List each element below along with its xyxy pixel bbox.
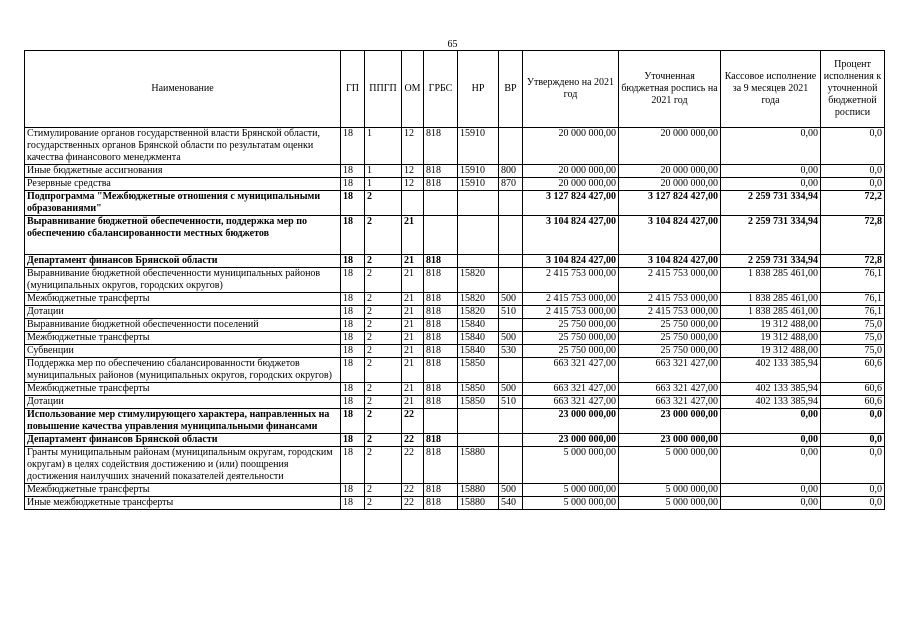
header-vr: ВР [499,51,523,128]
cell-refined: 23 000 000,00 [619,409,721,434]
cell-vr [499,191,523,216]
cell-grbs: 818 [424,293,458,306]
cell-percent: 0,0 [821,178,885,191]
cell-grbs: 818 [424,358,458,383]
cell-approved: 663 321 427,00 [523,383,619,396]
cell-ppgp: 2 [365,434,402,447]
cell-percent: 0,0 [821,497,885,510]
cell-om: 21 [402,293,424,306]
cell-grbs: 818 [424,484,458,497]
cell-cash: 0,00 [721,434,821,447]
table-row [25,319,885,332]
cell-gp: 18 [341,434,365,447]
cell-percent: 0,0 [821,484,885,497]
cell-vr: 500 [499,332,523,345]
header-gp: ГП [341,51,365,128]
cell-approved: 3 104 824 427,00 [523,255,619,268]
cell-np: 15880 [458,484,499,497]
cell-refined: 20 000 000,00 [619,128,721,165]
cell-refined: 663 321 427,00 [619,358,721,383]
cell-name: Межбюджетные трансферты [25,293,341,306]
cell-np: 15910 [458,178,499,191]
cell-refined: 25 750 000,00 [619,319,721,332]
cell-refined: 3 104 824 427,00 [619,255,721,268]
cell-name: Департамент финансов Брянской области [25,255,341,268]
cell-om: 21 [402,358,424,383]
cell-gp: 18 [341,293,365,306]
cell-vr: 500 [499,293,523,306]
cell-vr [499,319,523,332]
cell-name: Департамент финансов Брянской области [25,434,341,447]
cell-np: 15840 [458,319,499,332]
cell-ppgp: 2 [365,484,402,497]
cell-name: Выравнивание бюджетной обеспеченности, поддержка мер по обеспечению сбалансированности местных бюджетов [25,216,341,255]
header-cash: Кассовое исполнение за 9 месяцев 2021 года [721,51,821,128]
cell-refined: 25 750 000,00 [619,345,721,358]
cell-percent: 0,0 [821,434,885,447]
cell-ppgp: 2 [365,216,402,255]
cell-percent: 76,1 [821,268,885,293]
header-approved: Утверждено на 2021 год [523,51,619,128]
cell-om: 21 [402,255,424,268]
cell-vr [499,255,523,268]
header-grbs: ГРБС [424,51,458,128]
cell-percent: 60,6 [821,383,885,396]
table-row [25,128,885,165]
cell-approved: 3 127 824 427,00 [523,191,619,216]
cell-approved: 2 415 753 000,00 [523,306,619,319]
cell-ppgp: 2 [365,497,402,510]
cell-grbs [424,191,458,216]
cell-approved: 23 000 000,00 [523,409,619,434]
cell-gp: 18 [341,128,365,165]
table-row [25,383,885,396]
cell-cash: 402 133 385,94 [721,358,821,383]
cell-name: Гранты муниципальным районам (муниципальным округам, городским округам) в целях содействия достижению и (или) поощрения достижения наилучших значений показателей деятельности [25,447,341,484]
cell-percent: 76,1 [821,293,885,306]
cell-gp: 18 [341,358,365,383]
cell-approved: 25 750 000,00 [523,345,619,358]
cell-vr [499,128,523,165]
table-row [25,358,885,383]
cell-grbs: 818 [424,165,458,178]
cell-grbs: 818 [424,178,458,191]
cell-approved: 5 000 000,00 [523,484,619,497]
cell-cash: 0,00 [721,128,821,165]
table-row [25,255,885,268]
cell-gp: 18 [341,319,365,332]
table-row [25,497,885,510]
cell-np [458,409,499,434]
cell-ppgp: 2 [365,191,402,216]
cell-np: 15910 [458,165,499,178]
cell-gp: 18 [341,332,365,345]
cell-gp: 18 [341,165,365,178]
cell-ppgp: 2 [365,396,402,409]
cell-ppgp: 2 [365,358,402,383]
cell-grbs: 818 [424,447,458,484]
cell-gp: 18 [341,345,365,358]
cell-refined: 23 000 000,00 [619,434,721,447]
cell-vr [499,447,523,484]
cell-approved: 5 000 000,00 [523,497,619,510]
cell-np: 15850 [458,396,499,409]
cell-cash: 0,00 [721,178,821,191]
cell-approved: 25 750 000,00 [523,319,619,332]
cell-percent: 75,0 [821,319,885,332]
cell-grbs: 818 [424,255,458,268]
cell-ppgp: 2 [365,409,402,434]
cell-vr [499,434,523,447]
cell-gp: 18 [341,268,365,293]
cell-name: Выравнивание бюджетной обеспеченности поселений [25,319,341,332]
cell-cash: 402 133 385,94 [721,383,821,396]
cell-np: 15820 [458,268,499,293]
cell-percent: 75,0 [821,345,885,358]
cell-approved: 663 321 427,00 [523,396,619,409]
cell-percent: 72,8 [821,216,885,255]
cell-cash: 0,00 [721,447,821,484]
cell-cash: 1 838 285 461,00 [721,306,821,319]
cell-om: 21 [402,268,424,293]
cell-ppgp: 2 [365,255,402,268]
cell-gp: 18 [341,255,365,268]
cell-grbs: 818 [424,383,458,396]
cell-ppgp: 2 [365,345,402,358]
cell-vr [499,216,523,255]
cell-om: 21 [402,216,424,255]
cell-grbs: 818 [424,306,458,319]
cell-percent: 0,0 [821,128,885,165]
cell-refined: 5 000 000,00 [619,447,721,484]
header-name: Наименование [25,51,341,128]
cell-gp: 18 [341,409,365,434]
table-row [25,447,885,484]
cell-om: 22 [402,409,424,434]
cell-percent: 0,0 [821,447,885,484]
cell-refined: 2 415 753 000,00 [619,293,721,306]
cell-ppgp: 2 [365,268,402,293]
table-row [25,345,885,358]
table-row [25,306,885,319]
cell-np: 15820 [458,293,499,306]
cell-om: 21 [402,345,424,358]
table-row [25,396,885,409]
cell-om: 12 [402,165,424,178]
budget-table [24,50,885,510]
cell-name: Поддержка мер по обеспечению сбалансированности бюджетов муниципальных районов (муниципальных округов, городских округов) [25,358,341,383]
cell-approved: 3 104 824 427,00 [523,216,619,255]
table-row [25,268,885,293]
table-row [25,216,885,255]
table-row [25,165,885,178]
cell-refined: 20 000 000,00 [619,165,721,178]
header-om: ОМ [402,51,424,128]
cell-refined: 3 127 824 427,00 [619,191,721,216]
cell-np: 15850 [458,383,499,396]
cell-ppgp: 2 [365,447,402,484]
cell-gp: 18 [341,497,365,510]
header-np: НР [458,51,499,128]
cell-name: Стимулирование органов государственной власти Брянской области, государственных органов Брянской области по результатам оценки качества финансового менеджмента [25,128,341,165]
cell-refined: 2 415 753 000,00 [619,306,721,319]
cell-ppgp: 1 [365,128,402,165]
cell-ppgp: 2 [365,306,402,319]
cell-vr [499,358,523,383]
cell-refined: 3 104 824 427,00 [619,216,721,255]
cell-grbs [424,409,458,434]
cell-np: 15840 [458,345,499,358]
cell-ppgp: 2 [365,319,402,332]
cell-approved: 2 415 753 000,00 [523,268,619,293]
cell-np: 15910 [458,128,499,165]
table-row [25,293,885,306]
cell-gp: 18 [341,178,365,191]
cell-ppgp: 1 [365,165,402,178]
cell-refined: 663 321 427,00 [619,383,721,396]
cell-gp: 18 [341,383,365,396]
table-row [25,484,885,497]
cell-name: Выравнивание бюджетной обеспеченности муниципальных районов (муниципальных округов, городских округов) [25,268,341,293]
cell-om: 22 [402,484,424,497]
cell-grbs [424,216,458,255]
cell-name: Иные межбюджетные трансферты [25,497,341,510]
cell-ppgp: 2 [365,332,402,345]
cell-om: 12 [402,128,424,165]
cell-percent: 72,2 [821,191,885,216]
cell-name: Резервные средства [25,178,341,191]
cell-name: Использование мер стимулирующего характера, направленных на повышение качества управления муниципальными финансами [25,409,341,434]
cell-vr [499,409,523,434]
cell-ppgp: 2 [365,383,402,396]
cell-om: 21 [402,332,424,345]
cell-ppgp: 2 [365,293,402,306]
cell-vr: 540 [499,497,523,510]
header-ppgp: ППГП [365,51,402,128]
cell-percent: 76,1 [821,306,885,319]
cell-np: 15840 [458,332,499,345]
cell-grbs: 818 [424,497,458,510]
cell-om: 21 [402,383,424,396]
cell-percent: 75,0 [821,332,885,345]
cell-vr: 510 [499,396,523,409]
cell-refined: 5 000 000,00 [619,497,721,510]
cell-name: Подпрограмма "Межбюджетные отношения с муниципальными образованиями" [25,191,341,216]
cell-om: 22 [402,497,424,510]
cell-cash: 1 838 285 461,00 [721,293,821,306]
cell-gp: 18 [341,191,365,216]
cell-cash: 402 133 385,94 [721,396,821,409]
cell-name: Дотации [25,306,341,319]
table-row [25,191,885,216]
cell-refined: 25 750 000,00 [619,332,721,345]
cell-approved: 20 000 000,00 [523,178,619,191]
cell-percent: 72,8 [821,255,885,268]
cell-cash: 0,00 [721,484,821,497]
cell-approved: 2 415 753 000,00 [523,293,619,306]
cell-vr: 510 [499,306,523,319]
cell-refined: 663 321 427,00 [619,396,721,409]
cell-approved: 23 000 000,00 [523,434,619,447]
cell-grbs: 818 [424,396,458,409]
cell-name: Межбюджетные трансферты [25,383,341,396]
cell-om: 22 [402,434,424,447]
cell-refined: 2 415 753 000,00 [619,268,721,293]
cell-name: Межбюджетные трансферты [25,332,341,345]
cell-np [458,191,499,216]
cell-percent: 60,6 [821,396,885,409]
cell-cash: 2 259 731 334,94 [721,216,821,255]
cell-grbs: 818 [424,128,458,165]
cell-percent: 60,6 [821,358,885,383]
cell-approved: 20 000 000,00 [523,128,619,165]
cell-np [458,216,499,255]
cell-refined: 20 000 000,00 [619,178,721,191]
cell-gp: 18 [341,447,365,484]
table-body [25,128,885,510]
cell-cash: 0,00 [721,165,821,178]
cell-cash: 2 259 731 334,94 [721,255,821,268]
cell-cash: 19 312 488,00 [721,319,821,332]
cell-cash: 19 312 488,00 [721,345,821,358]
cell-vr [499,268,523,293]
page-number: 65 [447,39,458,50]
cell-approved: 663 321 427,00 [523,358,619,383]
cell-vr: 500 [499,383,523,396]
cell-grbs: 818 [424,332,458,345]
cell-grbs: 818 [424,345,458,358]
cell-om: 21 [402,396,424,409]
cell-vr: 500 [499,484,523,497]
cell-np: 15880 [458,447,499,484]
cell-om: 22 [402,447,424,484]
table-header-row [25,51,885,128]
cell-om: 12 [402,178,424,191]
cell-vr: 800 [499,165,523,178]
cell-name: Иные бюджетные ассигнования [25,165,341,178]
cell-gp: 18 [341,484,365,497]
header-percent: Процент исполнения к уточненной бюджетной росписи [821,51,885,128]
cell-approved: 5 000 000,00 [523,447,619,484]
table-row [25,178,885,191]
cell-np: 15880 [458,497,499,510]
cell-cash: 1 838 285 461,00 [721,268,821,293]
cell-cash: 0,00 [721,409,821,434]
cell-np [458,434,499,447]
cell-percent: 0,0 [821,409,885,434]
cell-name: Дотации [25,396,341,409]
cell-refined: 5 000 000,00 [619,484,721,497]
cell-gp: 18 [341,396,365,409]
cell-cash: 2 259 731 334,94 [721,191,821,216]
table-row [25,434,885,447]
cell-ppgp: 1 [365,178,402,191]
cell-approved: 20 000 000,00 [523,165,619,178]
table-row [25,409,885,434]
cell-gp: 18 [341,216,365,255]
cell-cash: 0,00 [721,497,821,510]
cell-cash: 19 312 488,00 [721,332,821,345]
cell-approved: 25 750 000,00 [523,332,619,345]
cell-gp: 18 [341,306,365,319]
cell-vr: 530 [499,345,523,358]
table-row [25,332,885,345]
cell-om [402,191,424,216]
cell-np [458,255,499,268]
header-refined: Уточненная бюджетная роспись на 2021 год [619,51,721,128]
cell-name: Субвенции [25,345,341,358]
cell-percent: 0,0 [821,165,885,178]
cell-om: 21 [402,319,424,332]
cell-vr: 870 [499,178,523,191]
cell-grbs: 818 [424,268,458,293]
cell-om: 21 [402,306,424,319]
cell-np: 15820 [458,306,499,319]
cell-np: 15850 [458,358,499,383]
cell-name: Межбюджетные трансферты [25,484,341,497]
cell-grbs: 818 [424,434,458,447]
cell-grbs: 818 [424,319,458,332]
